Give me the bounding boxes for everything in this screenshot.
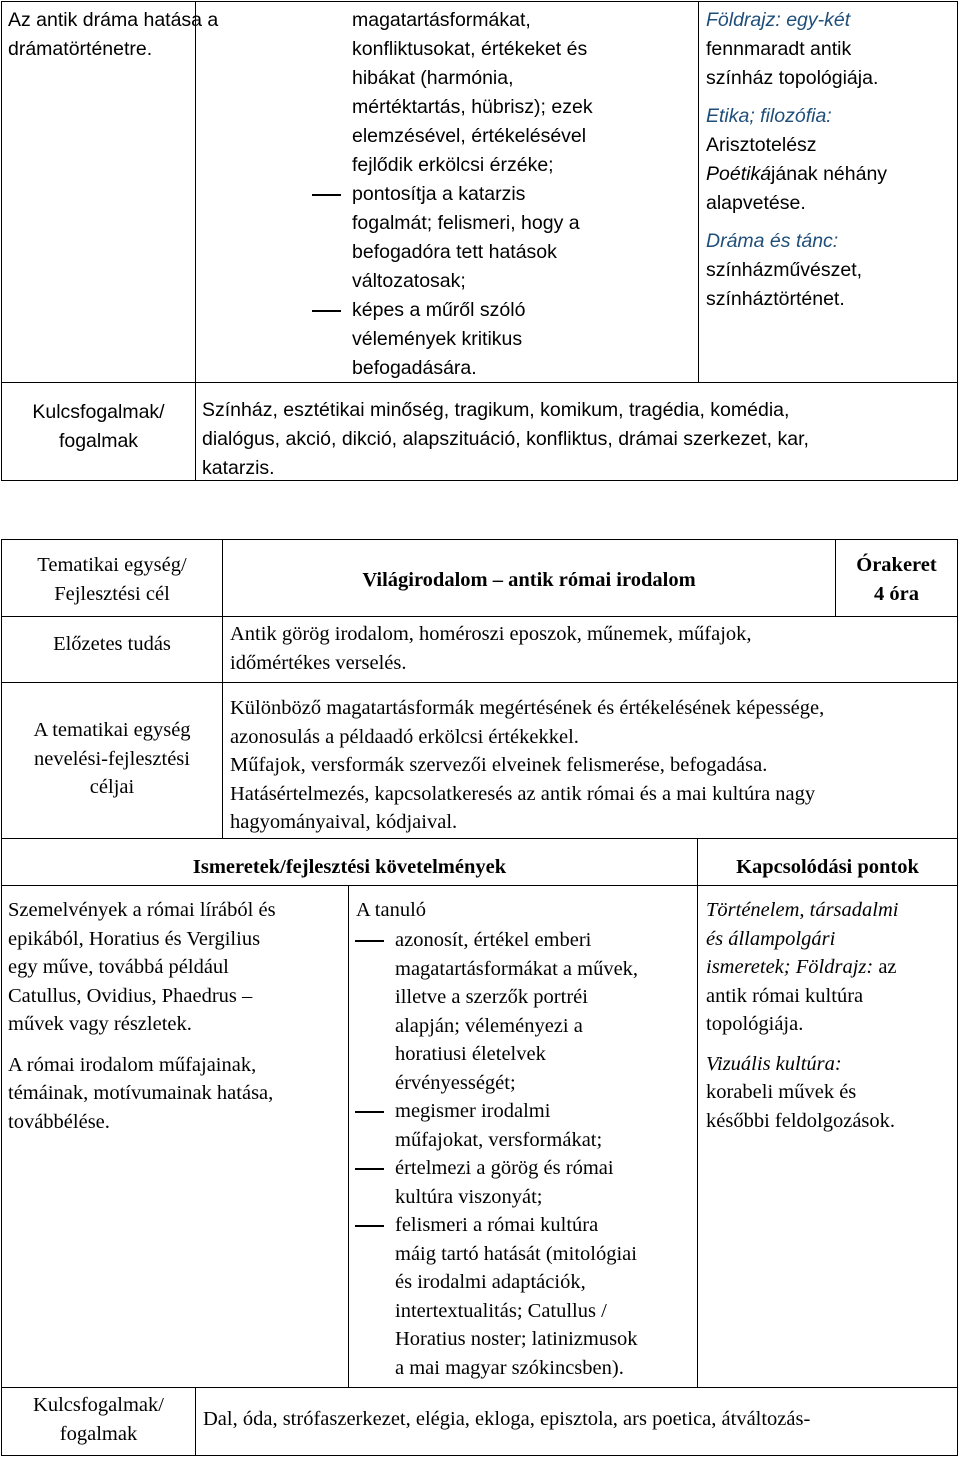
- list-item: képes a műről szóló vélemények kritikus befogadására.: [307, 296, 580, 383]
- goals-list: [307, 180, 580, 383]
- connections-cell-2: Történelem, társadalmi és állampolgári ismeretek; Földrajz: az antik római kultúra topológiája. Vizuális kultúra: korabeli művek és későbbi feldolgozások.: [706, 899, 899, 1132]
- goals-text: Különböző magatartásformák megértésének és értékelésének képessége, azonosulás a példaadó erkölcsi értékekkel. Műfajok, versformák szervezői elveinek felismerése, befogadása. Hatásértelmezés, kapcsolatkeresés az antik római és a mai kultúra nagy hagyományaival, kódjaival.: [230, 697, 825, 833]
- list-item: felismeri a római kultúra máig tartó hatását (mitológiai és irodalmi adaptációk, intertextualitás; Catullus / Horatius noster; latinizmusok a mai magyar szókincsben).: [350, 1211, 638, 1382]
- thematic-unit-label: Tematikai egység/ Fejlesztési cél: [37, 554, 187, 605]
- list-item: megismer irodalmi műfajokat, versformákat;: [350, 1097, 638, 1154]
- keywords-label-2: Kulcsfogalmak/ fogalmak: [33, 1394, 164, 1445]
- prior-knowledge-label: Előzetes tudás: [53, 633, 171, 655]
- list-item: értelmezi a görög és római kultúra viszonyát;: [350, 1154, 638, 1211]
- requirements-list: [350, 926, 638, 1382]
- keywords-text: Színház, esztétikai minőség, tragikum, komikum, tragédia, komédia, dialógus, akció, dikció, alapszituáció, konfliktus, drámai szerkezet, kar, katarzis.: [202, 399, 809, 479]
- requirements-header: Ismeretek/fejlesztési követelmények: [192, 856, 507, 878]
- unit-title: Világirodalom ‒ antik római irodalom: [362, 569, 696, 591]
- goals-cell: magatartásformákat, konfliktusokat, értékeket és hibákat (harmónia, mértéktartás, hübrisz); ezek elemzésével, értékelésével fejlődik erkölcsi érzéke;: [352, 9, 593, 176]
- prior-knowledge-text: Antik görög irodalom, homéroszi eposzok, műnemek, műfajok, időmértékes verselés.: [230, 623, 752, 674]
- keywords-text-2: Dal, óda, strófaszerkezet, elégia, ekloga, episztola, ars poetica, átváltozás-: [203, 1408, 811, 1430]
- requirements-intro: A tanuló: [356, 899, 427, 921]
- content-cell: Szemelvények a római lírából és epikából, Horatius és Vergilius egy műve, továbbá például Catullus, Ovidius, Phaedrus ‒ művek vagy részletek. A római irodalom műfajainak, témáinak, motívumainak hatása, továbbélése.: [8, 899, 276, 1133]
- topic-cell: Az antik dráma hatása a drámatörténetre.: [8, 9, 219, 60]
- list-item: pontosítja a katarzis fogalmát; felismeri, hogy a befogadóra tett hatások változatosak;: [307, 180, 580, 296]
- hours-cell: Órakeret 4 óra: [856, 554, 937, 605]
- list-item: azonosít, értékel emberi magatartásformákat a művek, illetve a szerzők portréi alapján; véleményezi a horatiusi életelvek érvényességét;: [350, 926, 638, 1097]
- goals-label: A tematikai egység nevelési-fejlesztési céljai: [33, 719, 191, 798]
- connections-cell: Földrajz: egy-két fennmaradt antik színház topológiája. Etika; filozófia: Arisztotelész Poétikájának néhány alapvetése. Dráma és tánc: színházművészet, színháztörténet.: [706, 9, 888, 310]
- keywords-label: Kulcsfogalmak/ fogalmak: [32, 401, 165, 452]
- connections-header: Kapcsolódási pontok: [736, 856, 919, 878]
